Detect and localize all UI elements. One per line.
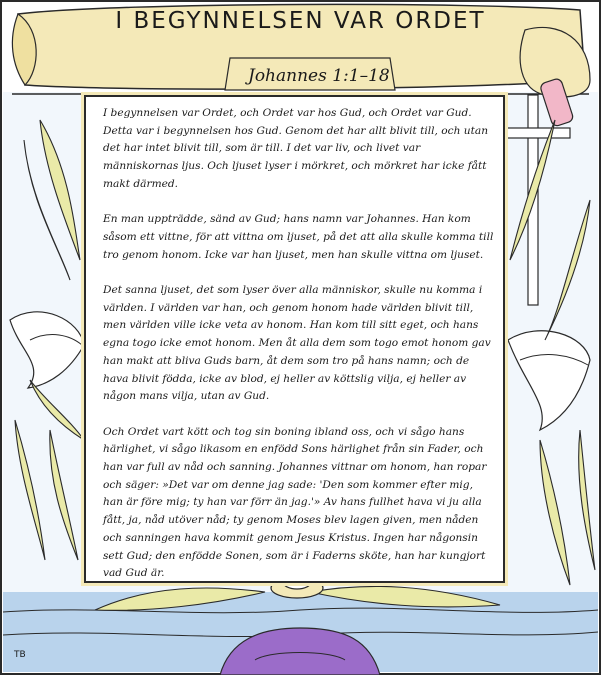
artist-signature: TB [14,650,26,660]
paragraph: I begynnelsen var Ordet, och Ordet var hos Gud, och Ordet var Gud. Detta var i begynnelsen hos Gud. Genom det har allt blivit till, och utan det har intet blivit till, som är till. I det var liv, och livet var människornas ljus. Och ljuset lyser i mörkret, och mörkret har icke fått makt därmed. [103,107,489,190]
paragraph: Och Ordet vart kött och tog sin boning ibland oss, och vi sågo hans härlighet, vi sågo likasom en enfödd Sons härlighet från sin Fader, och han var full av nåd och sanning. Johannes vittnar om honom, han ropar och säger: »Det var om denne jag sade: 'Den som kommer efter mig, han är före mig; ty han var förr än jag.'» Av hans fullhet hava vi ju alla fått, ja, nåd utöver nåd; ty genom Moses blev lagen given, men nåden och sanningen hava kommit genom Jesus Kristus. Ingen har någonsin sett Gud; den enfödde Sonen, som är i Faderns sköte, han har kungjort vad Gud är. [103,425,487,580]
passage-text [103,105,495,601]
paragraph: En man uppträdde, sänd av Gud; hans namn var Johannes. Han kom såsom ett vittne, för att vittna om ljuset, på det att alla skulle komma till tro genom honom. Icke var han ljuset, men han skulle vittna om ljuset. [103,213,494,261]
paragraph: Det sanna ljuset, det som lyser över alla människor, skulle nu komma i världen. I världen var han, och genom honom hade världen blivit till, men världen ville icke veta av honom. Han kom till sitt eget, och hans egna togo icke emot honom. Men åt alla dem som togo emot honom gav han makt att bliva Guds barn, åt dem som tro på hans namn; och de hava blivit födda, icke av blod, ej heller av köttslig vilja, ej heller av någon mans vilja, utan av Gud. [103,284,491,403]
scripture-reference: Johannes 1:1–18 [248,66,390,86]
page-title: I BEGYNNELSEN VAR ORDET [115,8,486,34]
